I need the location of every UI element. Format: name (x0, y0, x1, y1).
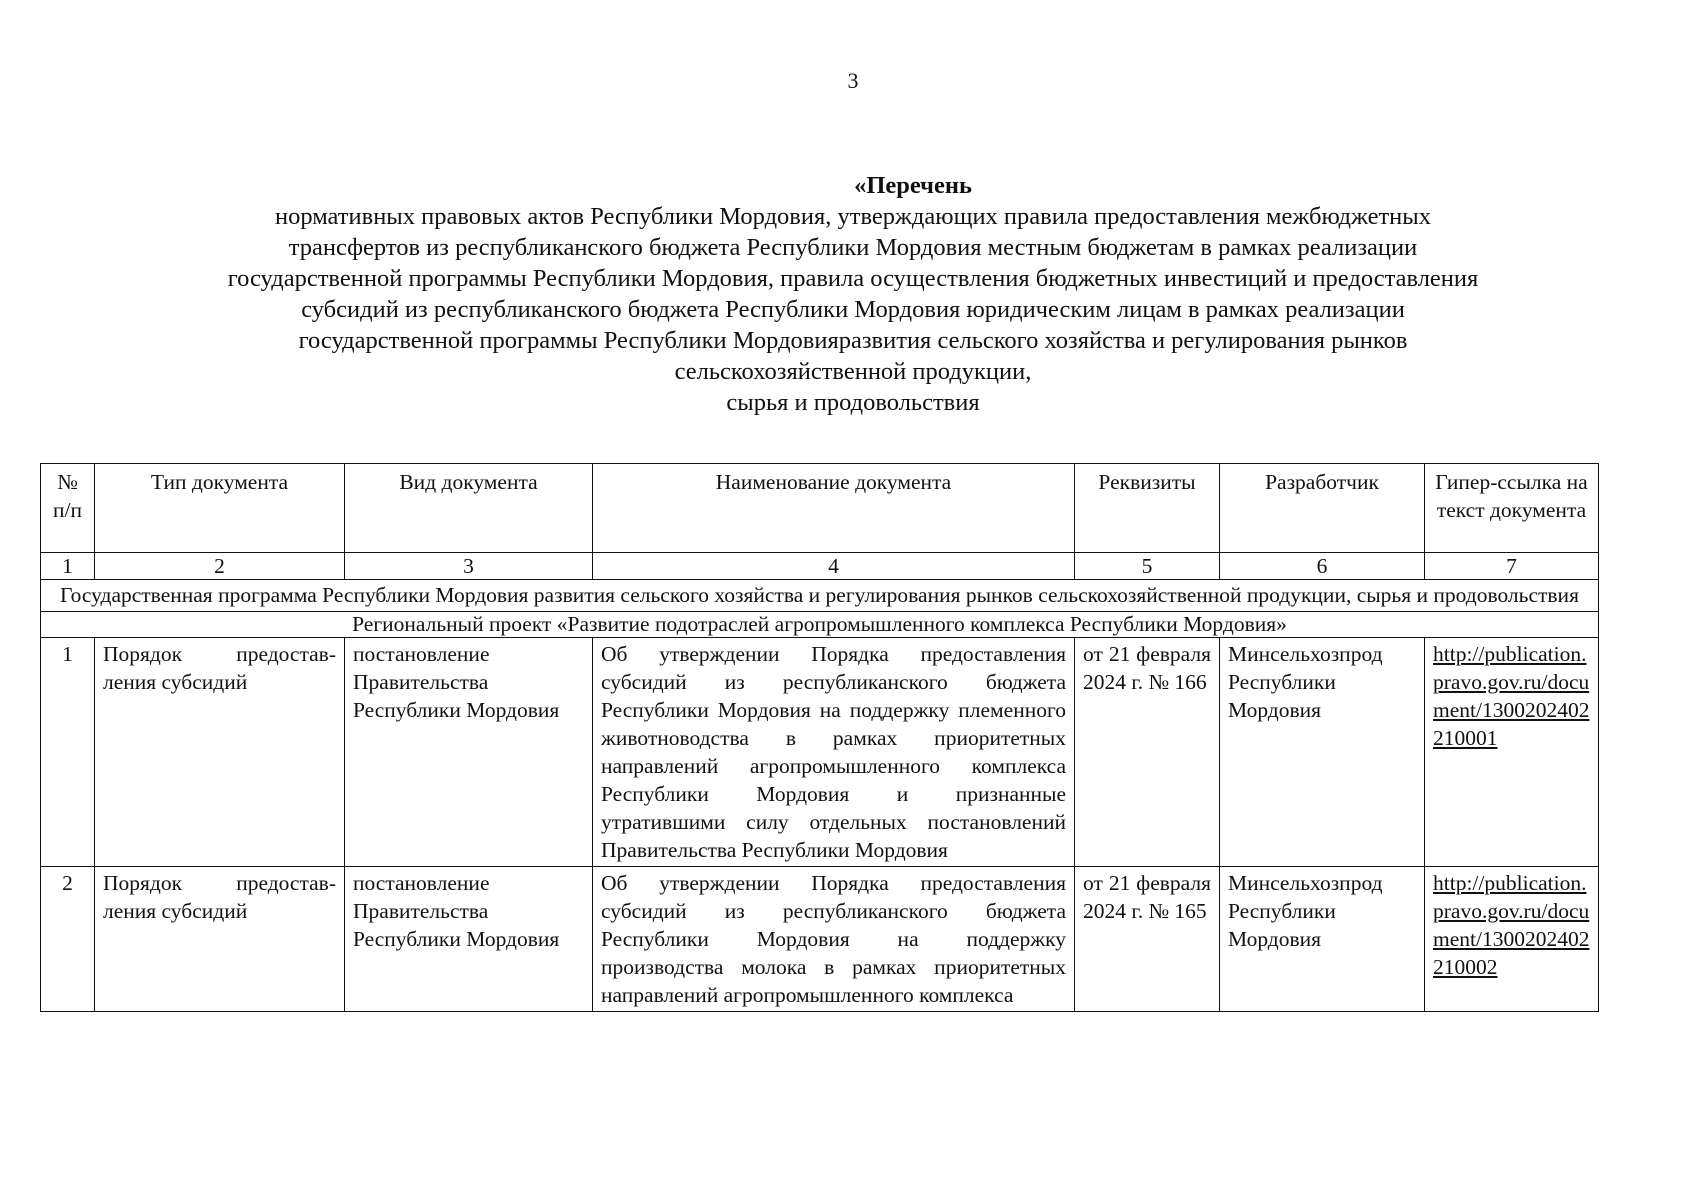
acts-table (40, 463, 1599, 1012)
header-doc-name: Наименование документа (593, 464, 1075, 553)
header-number: № п/п (41, 464, 95, 553)
project-row (41, 612, 1599, 638)
header-doc-type: Тип документа (95, 464, 345, 553)
row-hyperlink-cell (1425, 867, 1599, 1012)
document-title (100, 170, 1606, 418)
row-hyperlink-cell (1425, 638, 1599, 867)
header-details: Реквизиты (1075, 464, 1220, 553)
column-number: 7 (1425, 553, 1599, 580)
column-number: 2 (95, 553, 345, 580)
column-number: 3 (345, 553, 593, 580)
title-line: сельскохозяйственной продукции, (674, 358, 1032, 385)
project-title: Региональный проект «Развитие подотраслей агропромышленного комплекса Республики Мордовия» (41, 612, 1599, 638)
row-doc-type: Порядок предостав-ления субсидий (95, 867, 345, 1012)
row-number: 1 (41, 638, 95, 867)
column-number: 5 (1075, 553, 1220, 580)
row-doc-type: Порядок предостав-ления субсидий (95, 638, 345, 867)
row-number: 2 (41, 867, 95, 1012)
document-link[interactable]: http://publication.pravo.gov.ru/document/1300202402210002 (1433, 871, 1590, 979)
row-details: от 21 февраля 2024 г. № 166 (1075, 638, 1220, 867)
header-doc-kind: Вид документа (345, 464, 593, 553)
program-row (41, 580, 1599, 612)
header-developer: Разработчик (1220, 464, 1425, 553)
header-row (41, 464, 1599, 553)
title-line: сырья и продовольствия (726, 389, 980, 416)
title-line: государственной программы Республики Мордовия, правила осуществления бюджетных инвестиций и предоставления (227, 265, 1479, 292)
column-number: 4 (593, 553, 1075, 580)
row-doc-name: Об утверждении Порядка предоставления субсидий из республиканского бюджета Республики Мордовия на поддержку производства молока в рамках приоритетных направлений агропромышленного комплекса (593, 867, 1075, 1012)
header-hyperlink: Гипер-ссылка на текст документа (1425, 464, 1599, 553)
row-doc-kind: постановление Правительства Республики Мордовия (345, 867, 593, 1012)
row-developer: Минсельхозпрод Республики Мордовия (1220, 867, 1425, 1012)
program-title: Государственная программа Республики Мордовия развития сельского хозяйства и регулирования рынков сельскохозяйственной продукции, сырья и продовольствия (41, 580, 1599, 612)
document-link[interactable]: http://publication.pravo.gov.ru/document/1300202402210001 (1433, 642, 1590, 750)
row-details: от 21 февраля 2024 г. № 165 (1075, 867, 1220, 1012)
column-number: 1 (41, 553, 95, 580)
table-row (41, 638, 1599, 867)
page-number: 3 (847, 68, 859, 93)
row-doc-name: Об утверждении Порядка предоставления субсидий из республиканского бюджета Республики Мордовия на поддержку племенного животноводства в рамках приоритетных направлений агропромышленного комплекса Республики Мордовия и признанные утратившими силу отдельных постановлений Правительства Республики Мордовия (593, 638, 1075, 867)
row-developer: Минсельхозпрод Республики Мордовия (1220, 638, 1425, 867)
title-line: государственной программы Республики Мордовияразвития сельского хозяйства и регулирования рынков (298, 327, 1408, 354)
title-line: трансфертов из республиканского бюджета Республики Мордовия местным бюджетам в рамках реализации (288, 234, 1418, 261)
column-numbering-row (41, 553, 1599, 580)
row-doc-kind: постановление Правительства Республики Мордовия (345, 638, 593, 867)
table-row (41, 867, 1599, 1012)
column-number: 6 (1220, 553, 1425, 580)
title-main: «Перечень (854, 172, 972, 199)
title-line: нормативных правовых актов Республики Мордовия, утверждающих правила предоставления межбюджетных (274, 203, 1432, 230)
title-line: субсидий из республиканского бюджета Республики Мордовия юридическим лицам в рамках реализации (301, 296, 1405, 323)
